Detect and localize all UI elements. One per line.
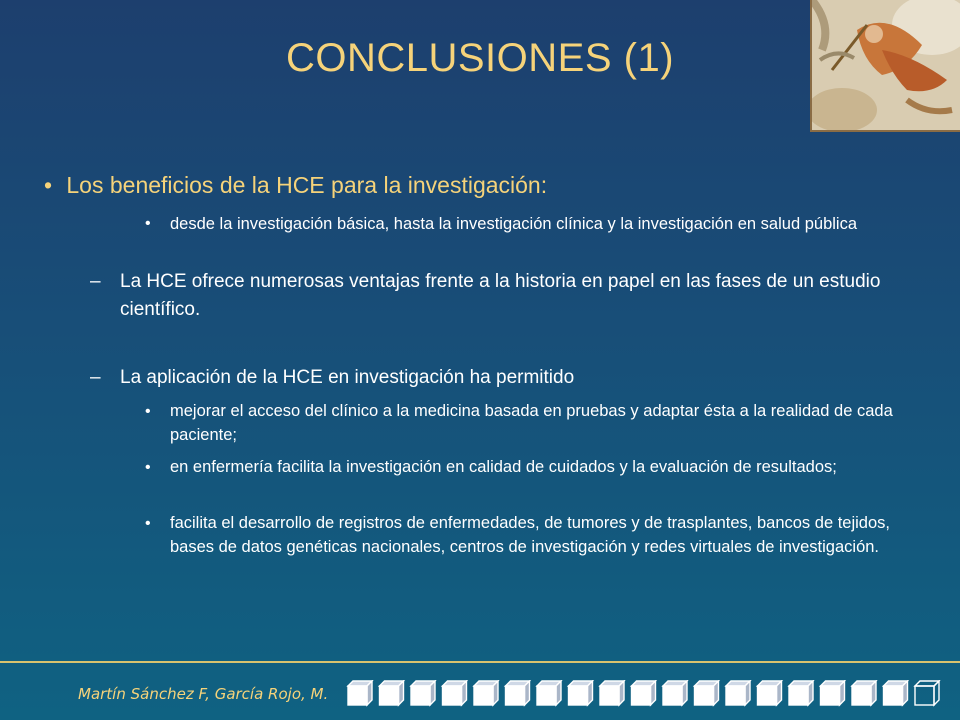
progress-box-empty [915,681,939,705]
footer-divider [0,661,960,663]
intro-sub-text: desde la investigación básica, hasta la investigación clínica y la investigación en salud pública [170,215,857,233]
progress-box-filled [348,681,372,705]
progress-box-filled [663,681,687,705]
slide-progress-indicator [346,680,951,713]
slide-title: CONCLUSIONES (1) [285,36,675,80]
intro-sub-bullet: • [145,215,151,232]
sub-item-3-bullet: • [145,515,151,532]
sub-item-3-text: facilita el desarrollo de registros de enfermedades, de tumores y de trasplantes, bancos de tejidos, bases de datos genéticas nacionales, centros de investigación y redes virtuales de investigación. [170,514,890,556]
intro-text: Los beneficios de la HCE para la investigación: [66,172,548,198]
progress-box-filled [789,681,813,705]
sub-item-1-text: mejorar el acceso del clínico a la medicina basada en pruebas y adaptar ésta a la realidad de cada paciente; [170,402,893,444]
progress-box-filled [695,681,719,705]
progress-box-filled [411,681,435,705]
point-2-text: La aplicación de la HCE en investigación ha permitido [120,367,575,388]
point-1-text: La HCE ofrece numerosas ventajas frente a la historia en papel en las fases de un estudio científico. [120,271,881,320]
point-2-dash: – [90,367,101,388]
footer-author: Martín Sánchez F, García Rojo, M. [78,685,329,703]
intro-bullet: • [44,172,53,198]
progress-box-filled [632,681,656,705]
sub-item-2-text: en enfermería facilita la investigación en calidad de cuidados y la evaluación de resultados; [170,458,837,476]
progress-box-filled [821,681,845,705]
progress-box-filled [884,681,908,705]
progress-box-filled [852,681,876,705]
progress-box-filled [569,681,593,705]
progress-boxes [346,680,951,708]
intro-heading [44,172,924,199]
progress-box-filled [474,681,498,705]
sub-item-2-bullet: • [145,459,151,476]
progress-box-filled [506,681,530,705]
progress-box-filled [537,681,561,705]
point-1-dash: – [90,271,101,292]
progress-box-filled [380,681,404,705]
progress-box-filled [600,681,624,705]
progress-box-filled [443,681,467,705]
sub-item-1-bullet: • [145,403,151,420]
corner-painting-image [810,0,960,132]
progress-box-filled [726,681,750,705]
progress-box-filled [758,681,782,705]
